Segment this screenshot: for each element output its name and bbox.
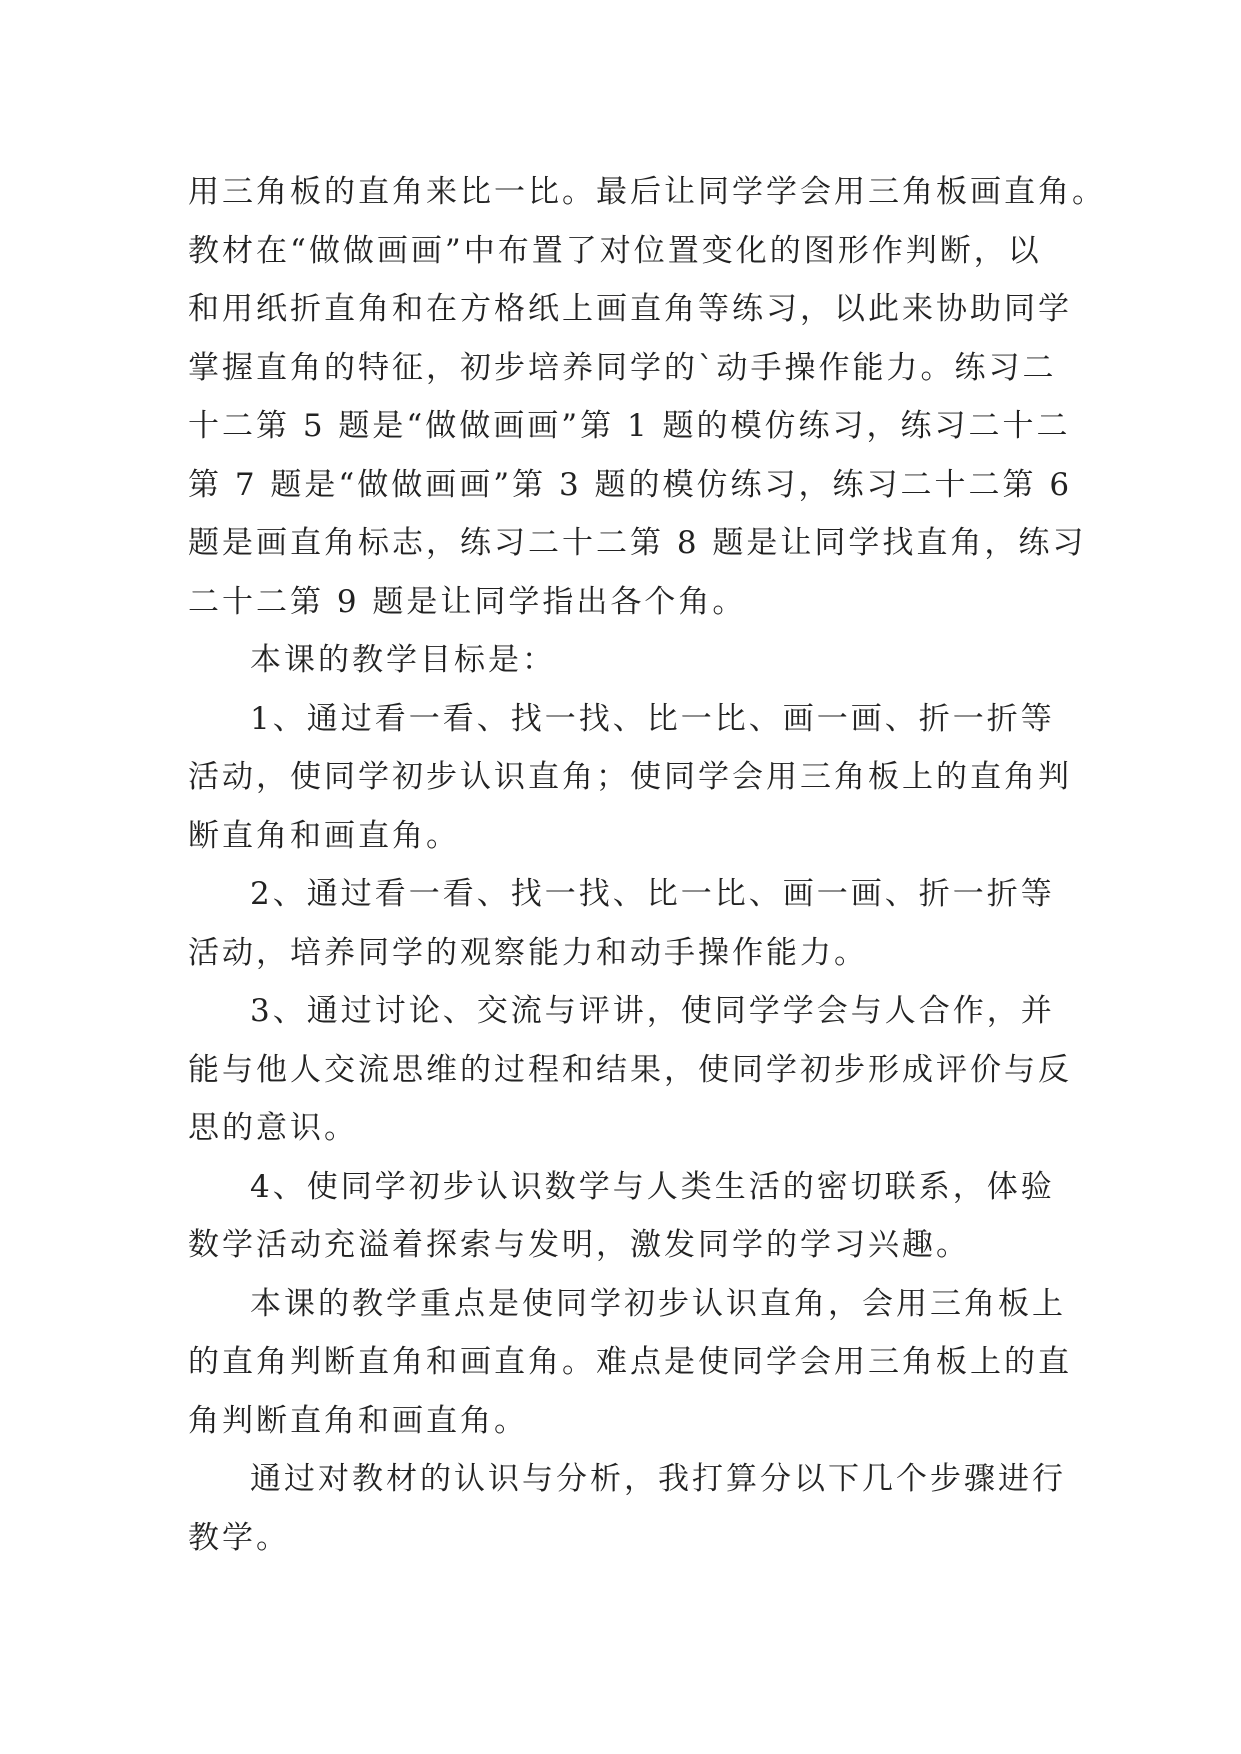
key-points-paragraph: 本课的教学重点是使同学初步认识直角，会用三角板上 <box>250 1285 1066 1322</box>
text-line: 活动，使同学初步认识直角；使同学会用三角板上的直角判 <box>188 759 1072 795</box>
text-line: 二十二第 9 题是让同学指出各个角。 <box>188 583 747 620</box>
objective-item-2: 2、通过看一看、找一找、比一比、画一画、折一折等 <box>250 876 1055 912</box>
plan-paragraph: 通过对教材的认识与分析，我打算分以下几个步骤进行 <box>250 1461 1066 1497</box>
text-line: 十二第 5 题是“做做画画”第 1 题的模仿练习，练习二十二 <box>188 408 1071 444</box>
paragraph-heading: 本课的教学目标是： <box>250 642 556 678</box>
objective-item-3: 3、通过讨论、交流与评讲，使同学学会与人合作，并 <box>250 993 1055 1029</box>
text-line: 能与他人交流思维的过程和结果，使同学初步形成评价与反 <box>188 1051 1072 1088</box>
text-line: 数学活动充溢着探索与发明，激发同学的学习兴趣。 <box>188 1227 970 1263</box>
text-line: 和用纸折直角和在方格纸上画直角等练习，以此来协助同学 <box>188 291 1072 327</box>
text-line: 活动，培养同学的观察能力和动手操作能力。 <box>188 934 868 971</box>
text-line: 教学。 <box>188 1519 290 1556</box>
text-line: 用三角板的直角来比一比。最后让同学学会用三角板画直角。 <box>188 174 1106 210</box>
text-line: 断直角和画直角。 <box>188 817 460 854</box>
text-line: 角判断直角和画直角。 <box>188 1402 528 1439</box>
objective-item-1: 1、通过看一看、找一找、比一比、画一画、折一折等 <box>250 700 1055 737</box>
text-line: 掌握直角的特征，初步培养同学的`动手操作能力。练习二 <box>188 349 1057 386</box>
objective-item-4: 4、使同学初步认识数学与人类生活的密切联系，体验 <box>250 1168 1055 1205</box>
text-line: 的直角判断直角和画直角。难点是使同学会用三角板上的直 <box>188 1344 1072 1380</box>
document-body <box>188 163 1106 1567</box>
text-line: 教材在“做做画画”中布置了对位置变化的图形作判断，以 <box>188 232 1042 269</box>
text-line: 思的意识。 <box>188 1110 358 1146</box>
text-line: 题是画直角标志，练习二十二第 8 题是让同学找直角，练习 <box>188 525 1087 561</box>
text-line: 第 7 题是“做做画画”第 3 题的模仿练习，练习二十二第 6 <box>188 466 1073 503</box>
